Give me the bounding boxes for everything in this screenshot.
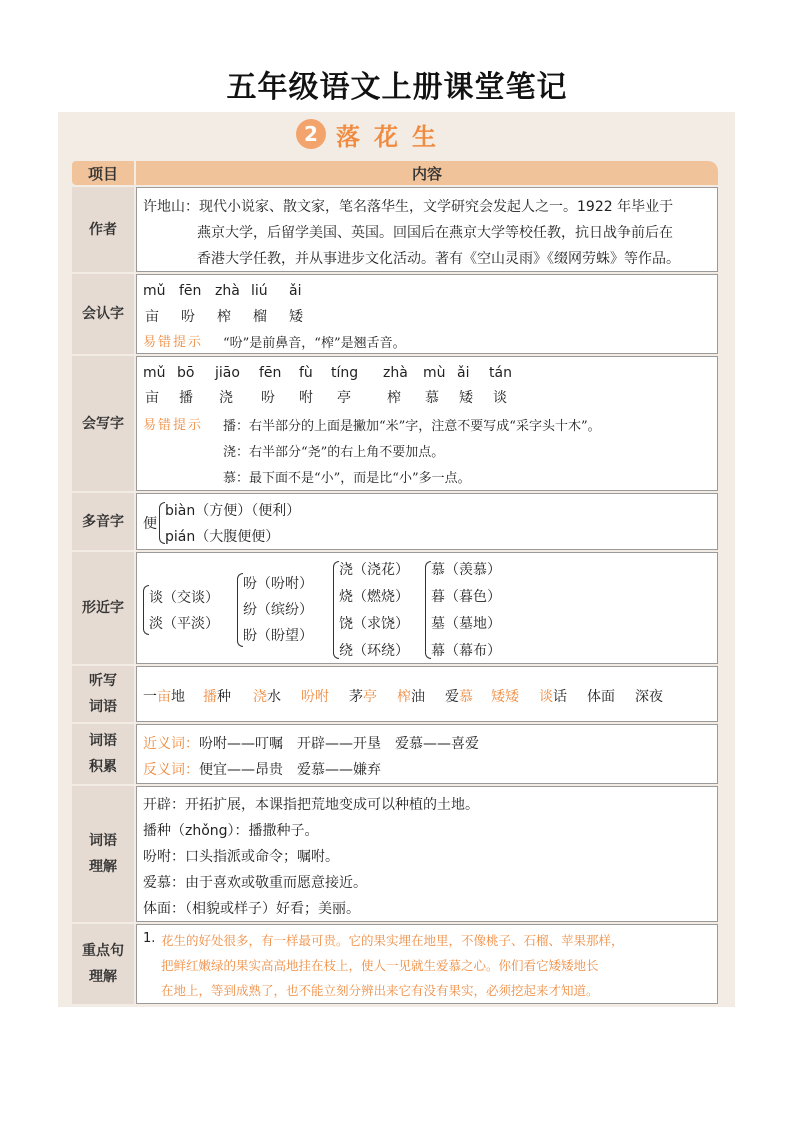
- row-key-sentence: [72, 924, 718, 1004]
- row-similar: [72, 552, 718, 664]
- pinyin: liú: [251, 283, 268, 299]
- character: 亩: [145, 390, 159, 406]
- character: 浇: [219, 390, 233, 406]
- label-line: 词语: [89, 699, 117, 715]
- similar-word: 烧（燃烧）: [339, 589, 409, 605]
- dictation-word: 体面: [587, 689, 615, 705]
- dictation-word: 播种: [203, 689, 231, 705]
- dictation-word: 茅亭: [349, 689, 377, 705]
- row-recognize: [72, 274, 718, 354]
- pinyin: ǎi: [457, 365, 470, 381]
- label-line: 词语: [89, 733, 117, 749]
- label-line: 词语: [89, 833, 117, 849]
- row-label: [72, 666, 134, 722]
- row-content: [136, 356, 718, 491]
- pinyin: mǔ: [143, 365, 166, 381]
- tip-label: 易错提示: [143, 418, 204, 433]
- row-meaning: [72, 786, 718, 922]
- similar-word: 幕（幕布）: [431, 643, 501, 659]
- pinyin: ǎi: [289, 283, 302, 299]
- similar-word: 纷（缤纷）: [243, 602, 313, 618]
- character: 吩: [261, 390, 275, 406]
- header-content: 内容: [136, 161, 718, 185]
- character: 播: [179, 390, 193, 406]
- character: 慕: [425, 390, 439, 406]
- character: 亩: [145, 309, 159, 325]
- character: 榨: [217, 309, 231, 325]
- similar-word: 吩（吩咐）: [243, 576, 313, 592]
- author-line: 燕京大学，后留学美国、英国。回国后在燕京大学等校任教，抗日战争前后在: [197, 225, 673, 241]
- sentence-line: 花生的好处很多，有一样最可贵。它的果实埋在地里，不像桃子、石榴、苹果那样，: [161, 933, 624, 948]
- row-dictation: [72, 666, 718, 722]
- page-title: 五年级语文上册课堂笔记: [226, 70, 568, 105]
- similar-word: 暮（暮色）: [431, 589, 501, 605]
- row-content: [136, 552, 718, 664]
- character: 矮: [289, 309, 303, 325]
- similar-word: 浇（浇花）: [339, 562, 409, 578]
- similar-word: 淡（平淡）: [149, 616, 219, 632]
- row-content: [136, 666, 718, 722]
- tip-label: 易错提示: [143, 335, 204, 350]
- row-label: 形近字: [72, 552, 134, 664]
- meaning-line: 开辟：开拓扩展，本课指把荒地变成可以种植的土地。: [143, 797, 479, 813]
- character: 谈: [493, 390, 507, 406]
- polyphone-char: 便: [143, 516, 157, 532]
- header-item: 项目: [72, 161, 134, 185]
- pinyin: tíng: [331, 365, 359, 381]
- row-accumulate: [72, 724, 718, 784]
- label-line: 积累: [89, 759, 117, 775]
- sentence-line: 把鲜红嫩绿的果实高高地挂在枝上，使人一见就生爱慕之心。你们看它矮矮地长: [161, 958, 599, 973]
- row-label: 会认字: [72, 274, 134, 354]
- character: 榨: [387, 390, 401, 406]
- meaning-line: 播种（zhǒng）：播撒种子。: [143, 823, 319, 839]
- character: 矮: [459, 390, 473, 406]
- row-content: [136, 274, 718, 354]
- pinyin: fù: [299, 365, 313, 381]
- row-label: 多音字: [72, 493, 134, 550]
- similar-word: 盼（盼望）: [243, 628, 313, 644]
- row-label: [72, 924, 134, 1004]
- row-content: [136, 924, 718, 1004]
- tip-text: 浇：右半部分“尧”的右上角不要加点。: [223, 445, 445, 460]
- similar-word: 绕（环绕）: [339, 643, 409, 659]
- dictation-word: 榨油: [397, 689, 425, 705]
- dictation-word: 矮矮: [491, 689, 519, 705]
- row-content: [136, 187, 718, 272]
- dictation-word: 一亩地: [143, 689, 185, 705]
- meaning-line: 吩咐：口头指派或命令；嘱咐。: [143, 849, 339, 865]
- row-label: 作者: [72, 187, 134, 272]
- row-write: [72, 356, 718, 491]
- lesson-name: 落花生: [336, 122, 450, 151]
- dictation-word: 浇水: [253, 689, 281, 705]
- sentence-line: 在地上，等到成熟了，也不能立刻分辨出来它有没有果实，必须挖起来才知道。: [161, 983, 599, 998]
- lesson-number: 2: [296, 119, 326, 149]
- label-line: 听写: [89, 673, 117, 689]
- label-line: 理解: [89, 859, 117, 875]
- tip-text: 慕：最下面不是“小”，而是比“小”多一点。: [223, 471, 471, 486]
- row-author: [72, 187, 718, 272]
- pinyin: mǔ: [143, 283, 166, 299]
- label-line: 理解: [89, 969, 117, 985]
- similar-word: 谈（交谈）: [149, 590, 219, 606]
- pinyin: tán: [489, 365, 512, 381]
- reading: biàn（方便）（便利）: [165, 503, 301, 519]
- pinyin: mù: [423, 365, 446, 381]
- row-polyphone: [72, 493, 718, 550]
- row-label: [72, 724, 134, 784]
- label-line: 重点句: [82, 943, 124, 959]
- pinyin: zhà: [215, 283, 240, 299]
- row-label: 会写字: [72, 356, 134, 491]
- author-line: 许地山：现代小说家、散文家，笔名落华生，文学研究会发起人之一。1922 年毕业于: [143, 199, 674, 215]
- dictation-word: 爱慕: [445, 689, 473, 705]
- pinyin: jiāo: [215, 365, 240, 381]
- similar-word: 慕（羡慕）: [431, 562, 501, 578]
- row-content: [136, 724, 718, 784]
- author-line: 香港大学任教，并从事进步文化活动。著有《空山灵雨》《缀网劳蛛》等作品。: [197, 251, 680, 267]
- row-content: [136, 786, 718, 922]
- dictation-word: 深夜: [635, 689, 663, 705]
- meaning-line: 体面：（相貌或样子）好看；美丽。: [143, 901, 360, 917]
- pinyin: bō: [177, 365, 195, 381]
- tip-text: 播：右半部分的上面是撇加“米”字，注意不要写成“采字头十木”。: [223, 419, 601, 434]
- similar-word: 墓（墓地）: [431, 616, 501, 632]
- antonym-line: 反义词：便宜——昂贵 爱慕——嫌弃: [143, 762, 381, 778]
- dictation-word: 谈话: [539, 689, 567, 705]
- lesson-heading: [296, 118, 450, 150]
- reading: pián（大腹便便）: [165, 529, 280, 545]
- synonym-line: 近义词：吩咐——叮嘱 开辟——开垦 爱慕——喜爱: [143, 736, 479, 752]
- dictation-word: 吩咐: [301, 689, 329, 705]
- character: 榴: [253, 309, 267, 325]
- row-label: [72, 786, 134, 922]
- row-content: [136, 493, 718, 550]
- pinyin: fēn: [259, 365, 282, 381]
- pinyin: fēn: [179, 283, 202, 299]
- character: 咐: [299, 390, 313, 406]
- pinyin: zhà: [383, 365, 408, 381]
- sentence-number: 1.: [143, 931, 156, 946]
- similar-word: 饶（求饶）: [339, 616, 409, 632]
- character: 吩: [181, 309, 195, 325]
- tip-text: “吩”是前鼻音，“榨”是翘舌音。: [223, 336, 406, 351]
- meaning-line: 爱慕：由于喜欢或敬重而愿意接近。: [143, 875, 367, 891]
- character: 亭: [337, 390, 351, 406]
